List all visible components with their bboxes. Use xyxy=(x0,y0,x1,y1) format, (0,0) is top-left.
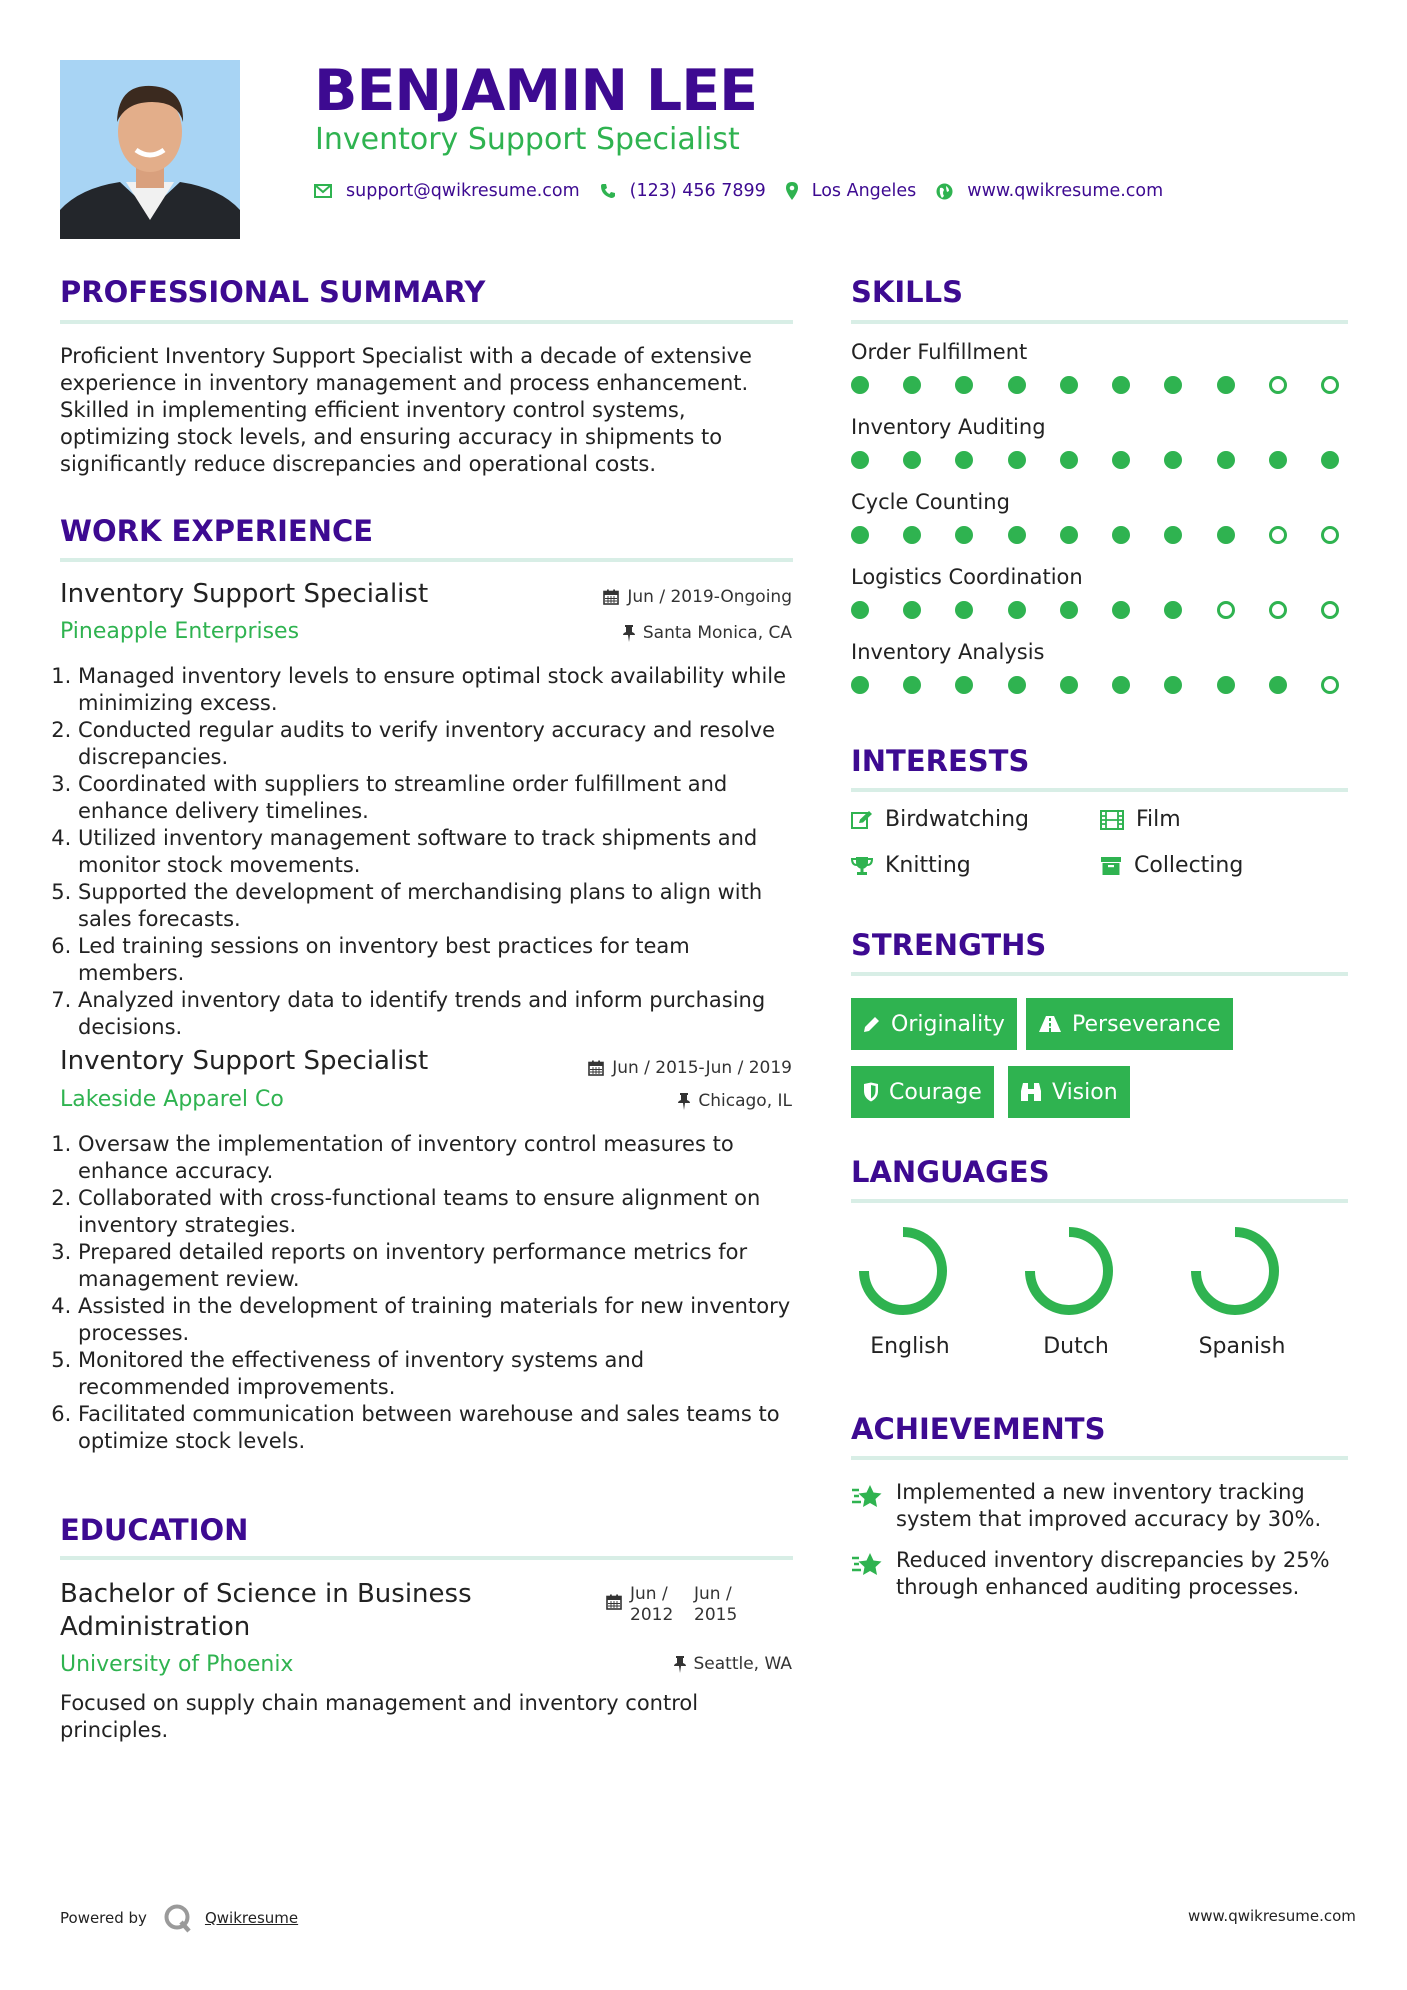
language-ring xyxy=(1011,1222,1141,1332)
skill-item xyxy=(851,565,1339,619)
list-item: 5. Supported the development of merchandising plans to align with sales forecasts. xyxy=(78,879,802,933)
language-item xyxy=(845,1222,975,1359)
calendar-icon xyxy=(606,1594,622,1610)
rating-dot-filled xyxy=(955,601,973,619)
qwikresume-logo-icon xyxy=(163,1903,193,1933)
language-item xyxy=(1177,1222,1307,1359)
skill-name: Inventory Analysis xyxy=(851,640,1045,664)
skill-rating xyxy=(851,376,1339,394)
skill-name: Inventory Auditing xyxy=(851,415,1046,439)
archive-icon xyxy=(1100,856,1122,876)
interest-item: Film xyxy=(1100,807,1181,832)
list-item: 2. Collaborated with cross-functional teams to ensure alignment on inventory strategies. xyxy=(78,1185,802,1239)
experience-divider xyxy=(60,558,793,562)
language-ring xyxy=(845,1222,975,1332)
pushpin-icon xyxy=(623,624,635,642)
skill-name: Logistics Coordination xyxy=(851,565,1083,589)
rating-dot-filled xyxy=(1164,451,1182,469)
degree-title: Bachelor of Science in Business Administration xyxy=(60,1579,472,1642)
envelope-icon xyxy=(314,184,332,198)
rating-dot-filled xyxy=(1217,451,1235,469)
languages-divider xyxy=(851,1199,1348,1203)
rating-dot-filled xyxy=(851,676,869,694)
interest-item: Collecting xyxy=(1100,853,1243,878)
achievement-icon xyxy=(851,1552,883,1582)
language-ring-arc xyxy=(864,1232,942,1310)
contact-bar xyxy=(314,178,1183,204)
list-item: 5. Monitored the effectiveness of inventory systems and recommended improvements. xyxy=(78,1347,802,1401)
edit-icon xyxy=(851,810,873,830)
map-marker-icon xyxy=(786,182,798,200)
language-name: Spanish xyxy=(1198,1334,1286,1359)
language-name: Dutch xyxy=(1043,1334,1109,1359)
rating-dot-filled xyxy=(1008,601,1026,619)
rating-dot-empty xyxy=(1269,376,1287,394)
location-text: Los Angeles xyxy=(811,181,917,201)
rating-dot-filled xyxy=(1112,601,1130,619)
rating-dot-filled xyxy=(1269,451,1287,469)
skills-divider xyxy=(851,320,1348,324)
profile-photo xyxy=(60,60,240,239)
brand-link[interactable]: Qwikresume xyxy=(204,1909,299,1927)
calendar-icon xyxy=(603,589,619,605)
pencil-icon xyxy=(863,1015,881,1033)
skill-name: Cycle Counting xyxy=(851,490,1010,514)
rating-dot-filled xyxy=(903,676,921,694)
list-item: 7. Analyzed inventory data to identify trends and inform purchasing decisions. xyxy=(78,987,802,1041)
calendar-icon xyxy=(588,1060,604,1076)
achievement-icon xyxy=(851,1484,883,1514)
rating-dot-filled xyxy=(1112,676,1130,694)
rating-dot-empty xyxy=(1321,601,1339,619)
achievement-item: Implemented a new inventory tracking system that improved accuracy by 30%. xyxy=(896,1480,1322,1531)
language-item xyxy=(1011,1222,1141,1359)
skill-item xyxy=(851,340,1339,394)
pushpin-icon xyxy=(678,1092,690,1110)
film-icon xyxy=(1100,810,1124,830)
rating-dot-filled xyxy=(1164,676,1182,694)
rating-dot-filled xyxy=(1060,676,1078,694)
rating-dot-filled xyxy=(1008,526,1026,544)
rating-dot-filled xyxy=(851,376,869,394)
rating-dot-empty xyxy=(1321,676,1339,694)
candidate-name: BENJAMIN LEE xyxy=(314,58,758,124)
rating-dot-filled xyxy=(851,451,869,469)
summary-text: Proficient Inventory Support Specialist with a decade of extensive experience in inventory management and process enhancement. Skilled in implementing efficient inventory control systems, optimizing stock levels, and ensuring accuracy in shipments to significantly reduce discrepancies and operational costs. xyxy=(60,344,752,476)
rating-dot-filled xyxy=(1112,376,1130,394)
job-title: Inventory Support Specialist xyxy=(60,1046,429,1076)
rating-dot-filled xyxy=(1217,376,1235,394)
job-title: Inventory Support Specialist xyxy=(60,579,429,609)
language-ring xyxy=(1177,1222,1307,1332)
rating-dot-filled xyxy=(1217,526,1235,544)
list-item: 6. Led training sessions on inventory best practices for team members. xyxy=(78,933,802,987)
strength-chip: Originality xyxy=(851,998,1017,1050)
rating-dot-filled xyxy=(903,526,921,544)
achievements-divider xyxy=(851,1456,1348,1460)
trophy-icon xyxy=(851,856,873,876)
strength-chip: Perseverance xyxy=(1026,998,1233,1050)
skill-rating xyxy=(851,601,1339,619)
education-date: Jun / 2012 Jun / 2015 xyxy=(606,1584,754,1626)
skill-item xyxy=(851,415,1339,469)
globe-icon xyxy=(936,183,953,200)
job-location: Santa Monica, CA xyxy=(520,623,792,643)
interests-divider xyxy=(851,788,1348,792)
education-location: Seattle, WA xyxy=(520,1654,792,1674)
interest-item: Birdwatching xyxy=(851,807,1029,832)
rating-dot-filled xyxy=(1060,601,1078,619)
skill-rating xyxy=(851,526,1339,544)
experience-heading: WORK EXPERIENCE xyxy=(60,514,374,548)
rating-dot-empty xyxy=(1269,601,1287,619)
job-duties xyxy=(60,1131,802,1455)
languages-heading: LANGUAGES xyxy=(851,1155,1050,1189)
rating-dot-filled xyxy=(1060,376,1078,394)
company-name: Pineapple Enterprises xyxy=(60,619,300,644)
education-description: Focused on supply chain management and inventory control principles. xyxy=(60,1691,699,1742)
skill-name: Order Fulfillment xyxy=(851,340,1028,364)
skill-item xyxy=(851,490,1339,544)
list-item: 3. Coordinated with suppliers to streamline order fulfillment and enhance delivery timelines. xyxy=(78,771,802,825)
job-date: Jun / 2019-Ongoing xyxy=(520,587,792,607)
phone-icon xyxy=(600,183,616,199)
list-item: 1. Oversaw the implementation of inventory control measures to enhance accuracy. xyxy=(78,1131,802,1185)
education-divider xyxy=(60,1556,793,1560)
summary-divider xyxy=(60,320,793,324)
rating-dot-filled xyxy=(1217,676,1235,694)
language-name: English xyxy=(870,1334,950,1359)
strength-chip: Courage xyxy=(851,1066,994,1118)
road-icon xyxy=(1038,1015,1062,1033)
skill-item xyxy=(851,640,1339,694)
skill-rating xyxy=(851,451,1339,469)
company-name: Lakeside Apparel Co xyxy=(60,1087,284,1112)
list-item: 1. Managed inventory levels to ensure optimal stock availability while minimizing excess. xyxy=(78,663,802,717)
rating-dot-empty xyxy=(1269,526,1287,544)
job-duties xyxy=(60,663,802,1041)
rating-dot-filled xyxy=(955,376,973,394)
rating-dot-filled xyxy=(1060,526,1078,544)
footer-website-link[interactable]: www.qwikresume.com xyxy=(1188,1907,1356,1925)
rating-dot-filled xyxy=(1008,676,1026,694)
footer-powered: Powered by Qwikresume xyxy=(60,1903,298,1933)
rating-dot-filled xyxy=(1164,601,1182,619)
interests-heading: INTERESTS xyxy=(851,744,1030,778)
strengths-heading: STRENGTHS xyxy=(851,928,1047,962)
list-item: 6. Facilitated communication between warehouse and sales teams to optimize stock levels. xyxy=(78,1401,802,1455)
phone-text: (123) 456 7899 xyxy=(629,181,766,201)
list-item: 2. Conducted regular audits to verify inventory accuracy and resolve discrepancies. xyxy=(78,717,802,771)
rating-dot-filled xyxy=(955,676,973,694)
rating-dot-filled xyxy=(1321,451,1339,469)
binoculars-icon xyxy=(1020,1082,1042,1102)
rating-dot-filled xyxy=(851,601,869,619)
rating-dot-filled xyxy=(1060,451,1078,469)
rating-dot-filled xyxy=(1164,526,1182,544)
rating-dot-filled xyxy=(955,526,973,544)
rating-dot-filled xyxy=(1112,451,1130,469)
rating-dot-filled xyxy=(903,601,921,619)
rating-dot-filled xyxy=(1269,676,1287,694)
skills-heading: SKILLS xyxy=(851,275,963,309)
summary-heading: PROFESSIONAL SUMMARY xyxy=(60,275,486,309)
interest-item: Knitting xyxy=(851,853,971,878)
rating-dot-empty xyxy=(1321,376,1339,394)
rating-dot-empty xyxy=(1321,526,1339,544)
job-date: Jun / 2015-Jun / 2019 xyxy=(520,1058,792,1078)
skill-rating xyxy=(851,676,1339,694)
pushpin-icon xyxy=(674,1655,686,1673)
rating-dot-filled xyxy=(903,376,921,394)
language-ring-arc xyxy=(1030,1232,1108,1310)
shield-icon xyxy=(863,1082,879,1102)
rating-dot-filled xyxy=(1164,376,1182,394)
list-item: 4. Assisted in the development of training materials for new inventory processes. xyxy=(78,1293,802,1347)
achievements-heading: ACHIEVEMENTS xyxy=(851,1412,1106,1446)
rating-dot-filled xyxy=(903,451,921,469)
rating-dot-filled xyxy=(1008,451,1026,469)
rating-dot-filled xyxy=(1008,376,1026,394)
school-name: University of Phoenix xyxy=(60,1652,294,1677)
rating-dot-filled xyxy=(955,451,973,469)
education-heading: EDUCATION xyxy=(60,1513,249,1547)
achievement-item: Reduced inventory discrepancies by 25% through enhanced auditing processes. xyxy=(896,1548,1330,1599)
rating-dot-filled xyxy=(1112,526,1130,544)
website-link[interactable]: www.qwikresume.com xyxy=(967,181,1164,201)
rating-dot-empty xyxy=(1217,601,1235,619)
list-item: 4. Utilized inventory management software to track shipments and monitor stock movements. xyxy=(78,825,802,879)
language-ring-arc xyxy=(1196,1232,1274,1310)
email-link[interactable]: support@qwikresume.com xyxy=(346,181,580,201)
strength-chip: Vision xyxy=(1008,1066,1130,1118)
candidate-role: Inventory Support Specialist xyxy=(315,122,740,157)
job-location: Chicago, IL xyxy=(520,1091,792,1111)
list-item: 3. Prepared detailed reports on inventory performance metrics for management review. xyxy=(78,1239,802,1293)
strengths-divider xyxy=(851,972,1348,976)
rating-dot-filled xyxy=(851,526,869,544)
